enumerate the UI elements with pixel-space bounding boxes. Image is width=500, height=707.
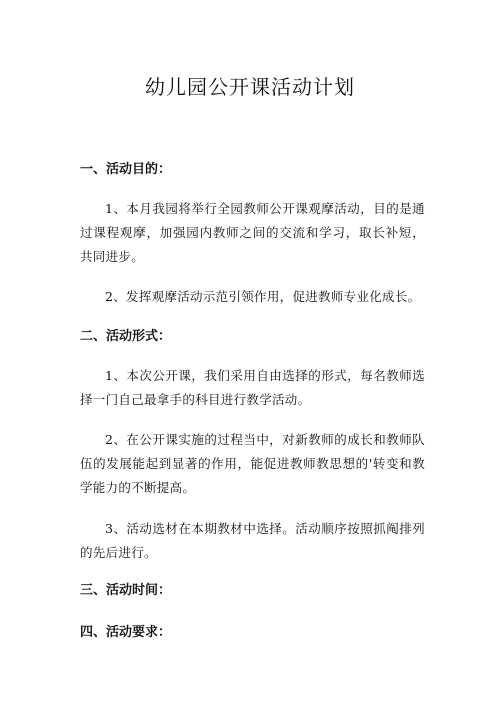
section-heading-format: 二、活动形式：: [80, 329, 172, 344]
section-heading-requirements: 四、活动要求：: [80, 625, 172, 640]
paragraph-format-2: 2、在公开课实施的过程当中，对新教师的成长和教师队伍的发展能起到显著的作用，能促进教师教思想的'转变和教学能力的不断提高。: [80, 432, 425, 495]
paragraph-format-1: 1、本次公开课，我们采用自由选择的形式，每名教师选择一门自己最拿手的科目进行教学活动。: [80, 368, 425, 407]
section-heading-purpose: 一、活动目的：: [80, 162, 172, 177]
paragraph-purpose-1: 1、本月我园将举行全园教师公开课观摩活动，目的是通过课程观摩，加强园内教师之间的交流和学习，取长补短，共同进步。: [80, 201, 425, 264]
paragraph-purpose-2: 2、发挥观摩活动示范引领作用，促进教师专业化成长。: [105, 289, 421, 304]
paragraph-format-3: 3、活动选材在本期教材中选择。活动顺序按照抓阄排列的先后进行。: [80, 521, 425, 560]
section-heading-time: 三、活动时间：: [80, 583, 172, 598]
document-title: 幼儿园公开课活动计划: [145, 75, 355, 99]
